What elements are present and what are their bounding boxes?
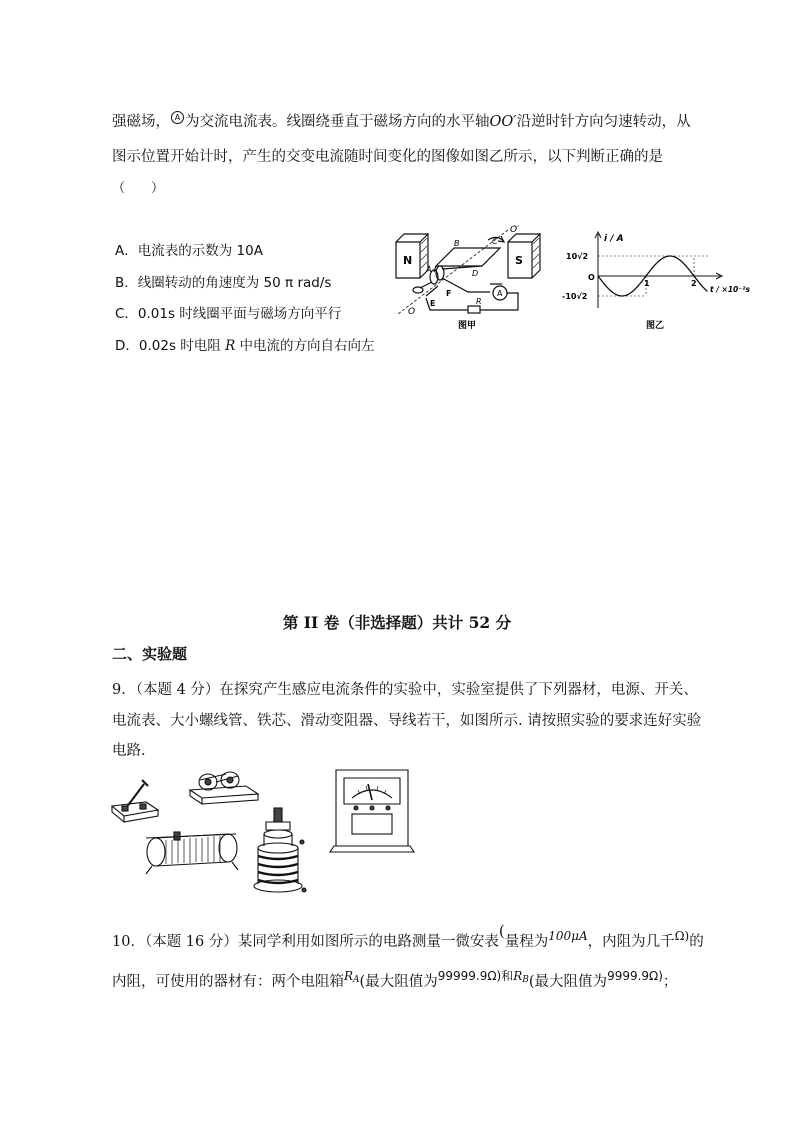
resistor-r <box>468 306 480 313</box>
label-f: F <box>446 289 452 298</box>
q10-text: 的 <box>689 934 704 950</box>
rb-subscript: B <box>522 975 529 985</box>
y-tick-pos: 10√2 <box>566 252 589 261</box>
q8-text: 为交流电流表。线圈绕垂直于磁场方向的水平轴 <box>185 114 490 130</box>
caption-jia: 图甲 <box>458 321 477 331</box>
q10-line-2 <box>112 970 677 991</box>
label-n: N <box>403 254 413 267</box>
ammeter-symbol: A <box>171 111 184 124</box>
q10-text: ，内阻为几千 <box>587 934 675 950</box>
label-ammeter: A <box>497 289 503 298</box>
battery-image <box>190 772 258 804</box>
origin-label: O <box>588 273 595 282</box>
option-d-text: D．0.02s 时电阻 <box>115 338 226 354</box>
label-c: C <box>492 237 498 246</box>
q9-line-2: 电流表、大小螺线管、铁芯、滑动变阻器、导线若干，如图所示. 请按照实验的要求连好实验 <box>112 713 702 729</box>
figure-yi-current-graph <box>560 226 770 334</box>
q8-answer-paren: （ ） <box>112 181 165 196</box>
option-a: A．电流表的示数为 10A <box>115 243 263 259</box>
coil <box>436 248 500 266</box>
q8-line-2: 图示位置开始计时，产生的交变电流随时间变化的图像如图乙所示，以下判断正确的是 <box>112 149 663 165</box>
q9-line-1: 9．（本题 4 分）在探究产生感应电流条件的实验中，实验室提供了下列器材，电源、开关、 <box>112 682 698 698</box>
rb-max-value: 9999.9Ω) <box>607 969 663 983</box>
solenoid-image <box>254 808 306 892</box>
caption-yi: 图乙 <box>646 321 665 331</box>
switch-image <box>112 780 158 822</box>
section-title: 第 II 卷（非选择题）共计 52 分 <box>282 613 512 632</box>
label-e: E <box>430 299 436 308</box>
apparatus-figure <box>108 762 428 902</box>
option-d-text: 中电流的方向自右向左 <box>235 338 375 354</box>
x-axis-label: t / ×10⁻²s <box>710 285 750 294</box>
q10-text: (最大阻值为 <box>528 974 608 990</box>
axis-symbol: OO′ <box>489 114 517 130</box>
paren: ( <box>498 922 505 940</box>
rb-symbol: R <box>513 969 523 983</box>
label-o: O <box>408 307 416 317</box>
y-tick-neg: -10√2 <box>562 292 588 301</box>
galvanometer-image <box>330 770 414 852</box>
label-o-top: O′ <box>510 225 520 235</box>
option-c: C．0.01s 时线圈平面与磁场方向平行 <box>115 306 342 322</box>
ra-symbol: R <box>344 969 354 983</box>
label-s: S <box>515 254 523 267</box>
q10-text: 量程为 <box>504 934 549 950</box>
option-d <box>115 334 375 354</box>
section-heading: 二、实验题 <box>112 645 188 663</box>
q10-text: ； <box>662 974 678 990</box>
range-value: 100μA <box>548 929 588 943</box>
q9-line-3: 电路. <box>112 743 146 759</box>
label-b: B <box>454 239 460 248</box>
option-b: B．线圈转动的角速度为 50 π rad/s <box>115 275 332 291</box>
x-tick-2: 2 <box>691 279 697 288</box>
q8-line-1 <box>112 110 691 131</box>
q8-text: 强磁场， <box>112 114 170 130</box>
q10-text: (最大阻值为 <box>359 974 438 990</box>
ohm-unit: Ω) <box>674 929 690 943</box>
q8-text: 沿逆时针方向匀速转动，从 <box>516 114 691 130</box>
label-r: R <box>476 297 482 306</box>
x-tick-1: 1 <box>644 279 650 288</box>
label-a: A <box>426 265 432 274</box>
figure-jia-generator <box>390 222 565 334</box>
ra-subscript: A <box>353 975 360 985</box>
q10-line-1 <box>112 922 704 951</box>
resistor-symbol: R <box>225 338 236 354</box>
y-axis-label: i / A <box>604 234 624 244</box>
label-d: D <box>472 269 479 278</box>
q10-text: 10．（本题 16 分）某同学利用如图所示的电路测量一微安表 <box>112 934 499 950</box>
ra-max-value: 99999.9Ω) <box>437 969 502 983</box>
q10-text: 和 <box>501 969 514 983</box>
q10-text: 内阻，可使用的器材有：两个电阻箱 <box>112 974 344 990</box>
rheostat-image <box>146 832 238 874</box>
